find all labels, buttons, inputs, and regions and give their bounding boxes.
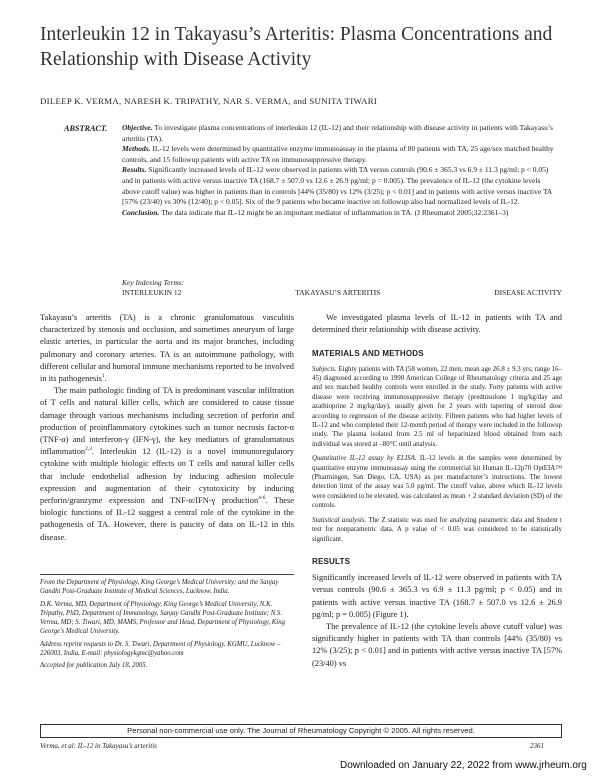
results-label: Results. (122, 165, 147, 175)
abstract-conclusion (122, 208, 560, 219)
elisa-text: IL-12 levels in the samples were determined by quantitative enzyme immunoassay using the commercial kit Human IL-12p70 OptEIA™ (Pharmingen, San Diego, CA, USA) as per manufacturer’s instructions. The lowest detection limit of the assay was 5.0 pg/ml. The cutoff value, above which IL-12 levels were considered to be elevated, was calculated as mean + 2 standard deviation (SD) of the controls. (312, 455, 562, 510)
stats-paragraph (312, 516, 562, 544)
left-column (40, 312, 294, 544)
copyright-notice: Personal non-commercial use only. The Journal of Rheumatology Copyright © 2005. All rights reserved. (40, 724, 562, 738)
affiliations (40, 578, 294, 674)
subjects-label: Subjects. (312, 365, 337, 373)
results-heading: RESULTS (312, 556, 351, 566)
keyword-1: INTERLEUKIN 12 (122, 288, 182, 297)
right-column (312, 312, 562, 670)
abstract-body (122, 123, 560, 218)
keywords-row (122, 288, 562, 297)
abstract-label: ABSTRACT. (64, 124, 108, 133)
results-paragraph-1: Significantly increased levels of IL-12 were observed in patients with TA versus controls (90.6 ± 365.3 vs 6.9 ± 11.3 pg/ml; p < 0.05) and in patients with active versus inactive TA (168.7 ± 507.0 vs 12.6 ± 26.9 pg/ml; p = 0.005) (Figure 1). (312, 573, 562, 619)
reprint-address: Address reprint requests to Dr. S. Tiwari, Department of Physiology, KGMU, Lucknow – 226003, India. E-mail: physiologykgmc@yahoo.com (40, 640, 281, 658)
ref-2-3: 2,3 (85, 446, 92, 453)
results-paragraph-2: The prevalence of IL-12 (the cytokine levels above cutoff value) was significantly higher in patients with TA than controls [44% (35/80) vs 12% (3/25); p < 0.01] and in patients with active versus inactive TA [57% (23/40) vs (312, 621, 562, 668)
abstract-results (122, 165, 560, 207)
intro-paragraph-2 (40, 385, 294, 544)
keyword-2: TAKAYASU’S ARTERITIS (295, 288, 381, 297)
subjects-paragraph (312, 365, 562, 450)
affiliation-divider (40, 574, 294, 575)
ref-4-6: 4-6 (258, 495, 266, 502)
conclusion-text: The data indicate that IL-12 might be an important mediator of inflammation in TA. (J Rheumatol 2005;32:2361–3) (161, 207, 509, 217)
conclusion-label: Conclusion. (122, 207, 160, 217)
objective-text: To investigate plasma concentrations of interleukin 12 (IL-12) and their relationship with disease activity in patients with Takayasu’s arteritis (TA). (122, 123, 553, 143)
intro-text-2c: . These biologic functions of IL-12 suggest a central role of the cytokine in the pathogenesis of TA. However, there is paucity of data on IL-12 in this disease. (40, 496, 294, 542)
subjects-text: Eighty patients with TA (58 women, 22 men; mean age 26.8 ± 9.3 yrs; range 16–45) diagnosed according to 1990 American College of Rheumatology criteria and 25 age and sex matched healthy controls were enrolled in the study. Forty patients with active disease were receiving immunosuppressive therapy (prednisolone 1 mg/kg/day and azathioprine 2 mg/kg/day), usually given for 2 years with tapering of steroid dose according to regression of the disease activity. Fifteen patients who had higher levels of IL-12 and who completed their 12-month period of therapy were included in the followup study. The plasma isolated from 2.5 ml of heparinized blood obtained from each individual was stored at –80°C until analysis. (312, 365, 562, 448)
stats-label: Statistical analysis. (312, 516, 367, 524)
accepted-date: Accepted for publication July 18, 2005. (40, 662, 148, 670)
methods-label: Methods. (122, 144, 151, 154)
affiliation-people: D.K. Verma, MD, Department of Physiology, King George’s Medical University, N.K. Tripathy, PhD, Department of Immunology, Sanjay Gandhi Post-Graduate Institute; N.S. Verma, MD; S. Tiwari, MD, MAMS, Professor and Head, Department of Physiology, King George’s Medical University. (40, 600, 285, 636)
intro-text-2b: . Interleukin 12 (IL-12) is a novel immunoregulatory cytokine with multiple biologic effects on T cells and natural killer cells that include endothelial adhesion by inducing adhesion molecule expression and augmentation of their cytotoxicity by inducing perforin/granzyme expression and TNF-α/IFN-γ production (40, 447, 294, 506)
affiliation-from: From the Department of Physiology, King George’s Medical University; and the Sanjay Gandhi Post-Graduate Institute of Medical Sciences, Lucknow, India. (40, 579, 279, 596)
stats-text: The Z statistic was used for analyzing parametric data and Student t test for nonparametric data. A p value of < 0.05 was considered to be statistically significant. (312, 516, 562, 543)
intro-paragraph-1: Takayasu’s arteritis (TA) is a chronic granulomatous vasculitis characterized by stenosis and occlusion, and sometimes aneurysm of large elastic arteries, in particular the aorta and its major branches, including pulmonary and coronary arteries. TA is an autoimmune pathology, with different cellular and humoral immune mechanisms reported to be involved in its pathogenesis$^1$. (40, 313, 294, 384)
author-list: DILEEP K. VERMA, NARESH K. TRIPATHY, NAR S. VERMA, and SUNITA TIWARI (40, 96, 378, 106)
page-number: 2361 (530, 742, 544, 750)
results-text: Significantly increased levels of IL-12 were observed in patients with TA versus controls (90.6 ± 365.3 vs 6.9 ± 11.3 pg/ml; p < 0.05) and in patients with active versus inactive TA (168.7 ± 507.0 vs 12.6 ± 26.9 pg/ml; p = 0.005). The prevalence of IL-12 (the cytokine levels above cutoff value) was higher in patients than in controls [44% (35/80) vs 12% (3/25); p < 0.01] and in patients with active versus inactive TA [57% (23/40) vs 30% (12/40); p < 0.05]. Six of the 9 patients who became inactive on followup also had normalized levels of IL-12. (122, 165, 552, 207)
ref-1: 1 (101, 373, 105, 380)
keywords-label: Key Indexing Terms: (122, 278, 185, 287)
intro-text-1: Takayasu’s arteritis (TA) is a chronic granulomatous vasculitis characterized by stenosis and occlusion, and sometimes aneurysm of large elastic arteries, in particular the aorta and its major branches, including pulmonary and coronary arteries. TA is an autoimmune pathology, with different cellular and humoral immune mechanisms reported to be involved in its pathogenesis (40, 313, 294, 384)
elisa-paragraph (312, 454, 562, 510)
article-title: Interleukin 12 in Takayasu’s Arteritis: Plasma Concentrations and Relationship with Disease Activity (40, 24, 553, 70)
elisa-label: Quantitative IL-12 assay by ELISA. (312, 455, 417, 463)
running-head: Verma, et al: IL-12 in Takayasu’s arteritis (40, 742, 157, 750)
download-line: Downloaded on January 22, 2022 from www.jrheum.org (340, 760, 587, 771)
methods-text: IL-12 levels were determined by quantitative enzyme immunoassay in the plasma of 80 patients with TA, 25 age/sex matched healthy controls, and 15 followup patients with active TA on immunosuppressive therapy. (122, 144, 554, 164)
abstract-methods (122, 144, 560, 165)
abstract-objective (122, 123, 560, 144)
objective-label: Objective. (122, 123, 153, 132)
intro-text-2a: The main pathologic finding of TA is predominant vascular infiltration of T cells and natural killer cells, which are considered to cause tissue damage through various mechanisms including secretion of perforin and production of proinflammatory cytokines such as tumor necrosis factor-α (TNF-α) and interferon-γ (IFN-γ), the key mediators of granulomatous inflammation (40, 386, 294, 457)
intro-conclusion: We investigated plasma levels of IL-12 in patients with TA and determined their relationship with disease activity. (312, 313, 562, 335)
methods-heading: MATERIALS AND METHODS (312, 349, 424, 359)
keyword-3: DISEASE ACTIVITY (494, 288, 562, 297)
